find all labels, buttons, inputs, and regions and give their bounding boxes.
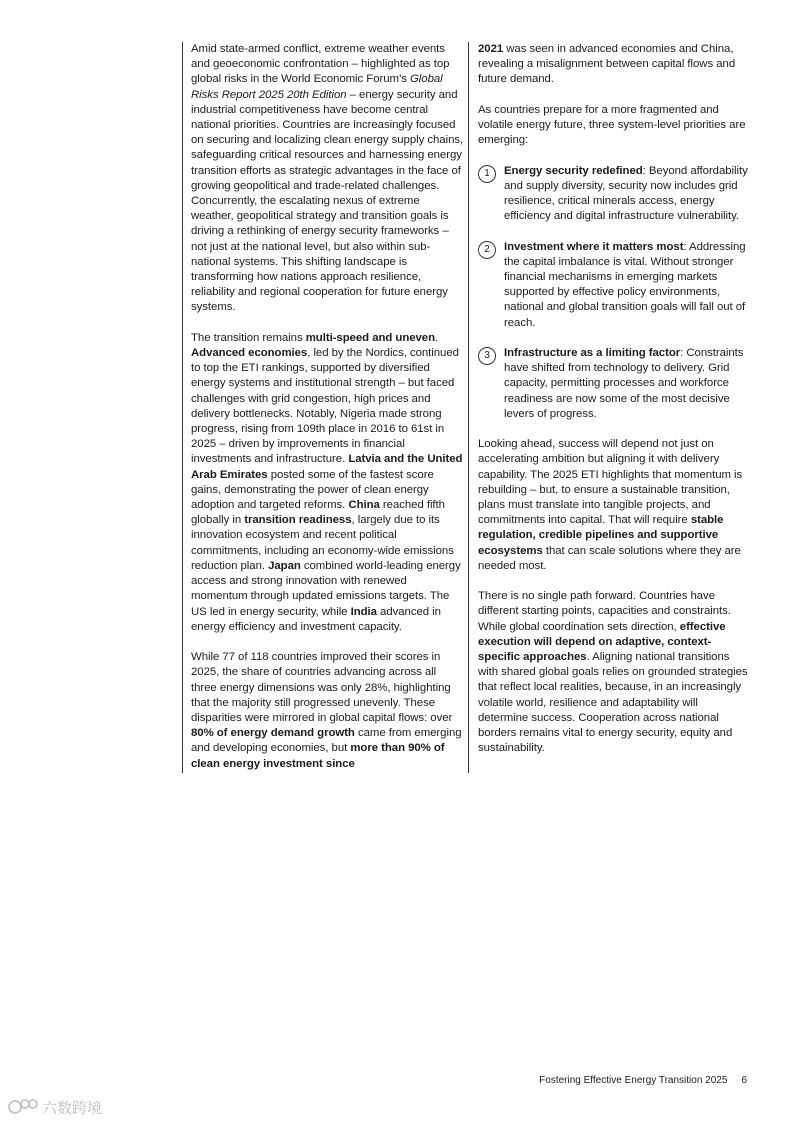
page-footer (539, 1075, 747, 1086)
intro-paragraph: Amid state-armed conflict, extreme weather events and geoeconomic confrontation – highlighted as top global risks in the World Economic Forum’s Global Risks Report 2025 20th Edition – energy security and industrial competitiveness have become central national priorities. Countries are increasingly focused on securing and localizing clean energy supply chains, safeguarding critical resources and harnessing energy transition efforts as strategic advantages in the face of growing geopolitical and trade-related challenges. Concurrently, the escalating nexus of extreme weather, geopolitical strategy and transition goals is driving a rethinking of energy security frameworks – not just at the national level, but also within sub-national systems. This shifting landscape is transforming how nations approach resilience, reliability and regional cooperation for future energy systems. (191, 43, 464, 314)
priority-item-3: 3 Infrastructure as a limiting factor: Constraints have shifted from technology to delivery. Grid capacity, permitting processes and workforce readiness are now some of the most decisive levers of progress. (478, 346, 750, 422)
left-column (182, 42, 464, 773)
number-badge-icon: 3 (478, 347, 496, 365)
page-number: 6 (741, 1075, 747, 1086)
footer-title: Fostering Effective Energy Transition 2025 (539, 1075, 728, 1086)
continuation-paragraph: 2021 was seen in advanced economies and China, revealing a misalignment between capital flows and future demand. (478, 43, 736, 86)
priorities-intro: As countries prepare for a more fragmented and volatile energy future, three system-level priorities are emerging: (478, 103, 746, 147)
watermark-text: 六数跨境 (42, 1099, 103, 1117)
disparities-paragraph: While 77 of 118 countries improved their scores in 2025, the share of countries advancing across all three energy dimensions was only 28%, highlighting that the majority still progressed unevenly. These disparities were mirrored in global capital flows: over 80% of energy demand growth came from emerging and developing economies, but more than 90% of clean energy investment since (191, 651, 462, 770)
priority-item-1: 1 Energy security redefined: Beyond affordability and supply diversity, security now includes grid resilience, critical minerals access, energy efficiency and digital infrastructure vulnerability. (478, 164, 750, 225)
logo-icon (6, 1096, 106, 1118)
conclusion-paragraph: There is no single path forward. Countries have different starting points, capacities and constraints. While global coordination sets direction, effective execution will depend on adaptive, context-specific approaches. Aligning national transitions with shared global goals relies on grounded strategies that reflect local realities, because, in an increasingly volatile world, resilience and adaptability will determine success. Cooperation across national borders remains vital to energy security, equity and sustainability. (478, 590, 748, 755)
right-column (468, 42, 750, 773)
outlook-paragraph: Looking ahead, success will depend not just on accelerating ambition but aligning it with delivery capability. The 2025 ETI highlights that momentum is rebuilding – but, to ensure a sustainable transition, plans must translate into tangible projects, and commitments into capital. That will require stable regulation, credible pipelines and supportive ecosystems that can scale solutions where they are needed most. (478, 438, 743, 572)
number-badge-icon: 1 (478, 165, 496, 183)
transition-paragraph: The transition remains multi-speed and uneven. Advanced economies, led by the Nordics, continued to top the ETI rankings, supported by diversified energy systems and institutional strength – but faced challenges with grid congestion, high prices and delivery bottlenecks. Notably, Nigeria made strong progress, rising from 109th place in 2016 to 61st in 2025 – driven by improvements in financial investments and infrastructure. Latvia and the United Arab Emirates posted some of the fastest score gains, demonstrating the power of clean energy adoption and targeted reforms. China reached fifth globally in transition readiness, largely due to its innovation ecosystem and recent political commitments, including an economy-wide emissions reduction plan. Japan combined world-leading energy access and strong innovation with renewed momentum through updated emissions targets. The US led in energy security, while India advanced in energy efficiency and investment capacity. (191, 331, 463, 633)
watermark (6, 1096, 106, 1118)
priority-item-2: 2 Investment where it matters most: Addressing the capital imbalance is vital. Without stronger financial mechanisms in emerging markets supported by effective policy environments, national and global transition goals will fall out of reach. (478, 240, 750, 331)
number-badge-icon: 2 (478, 241, 496, 259)
